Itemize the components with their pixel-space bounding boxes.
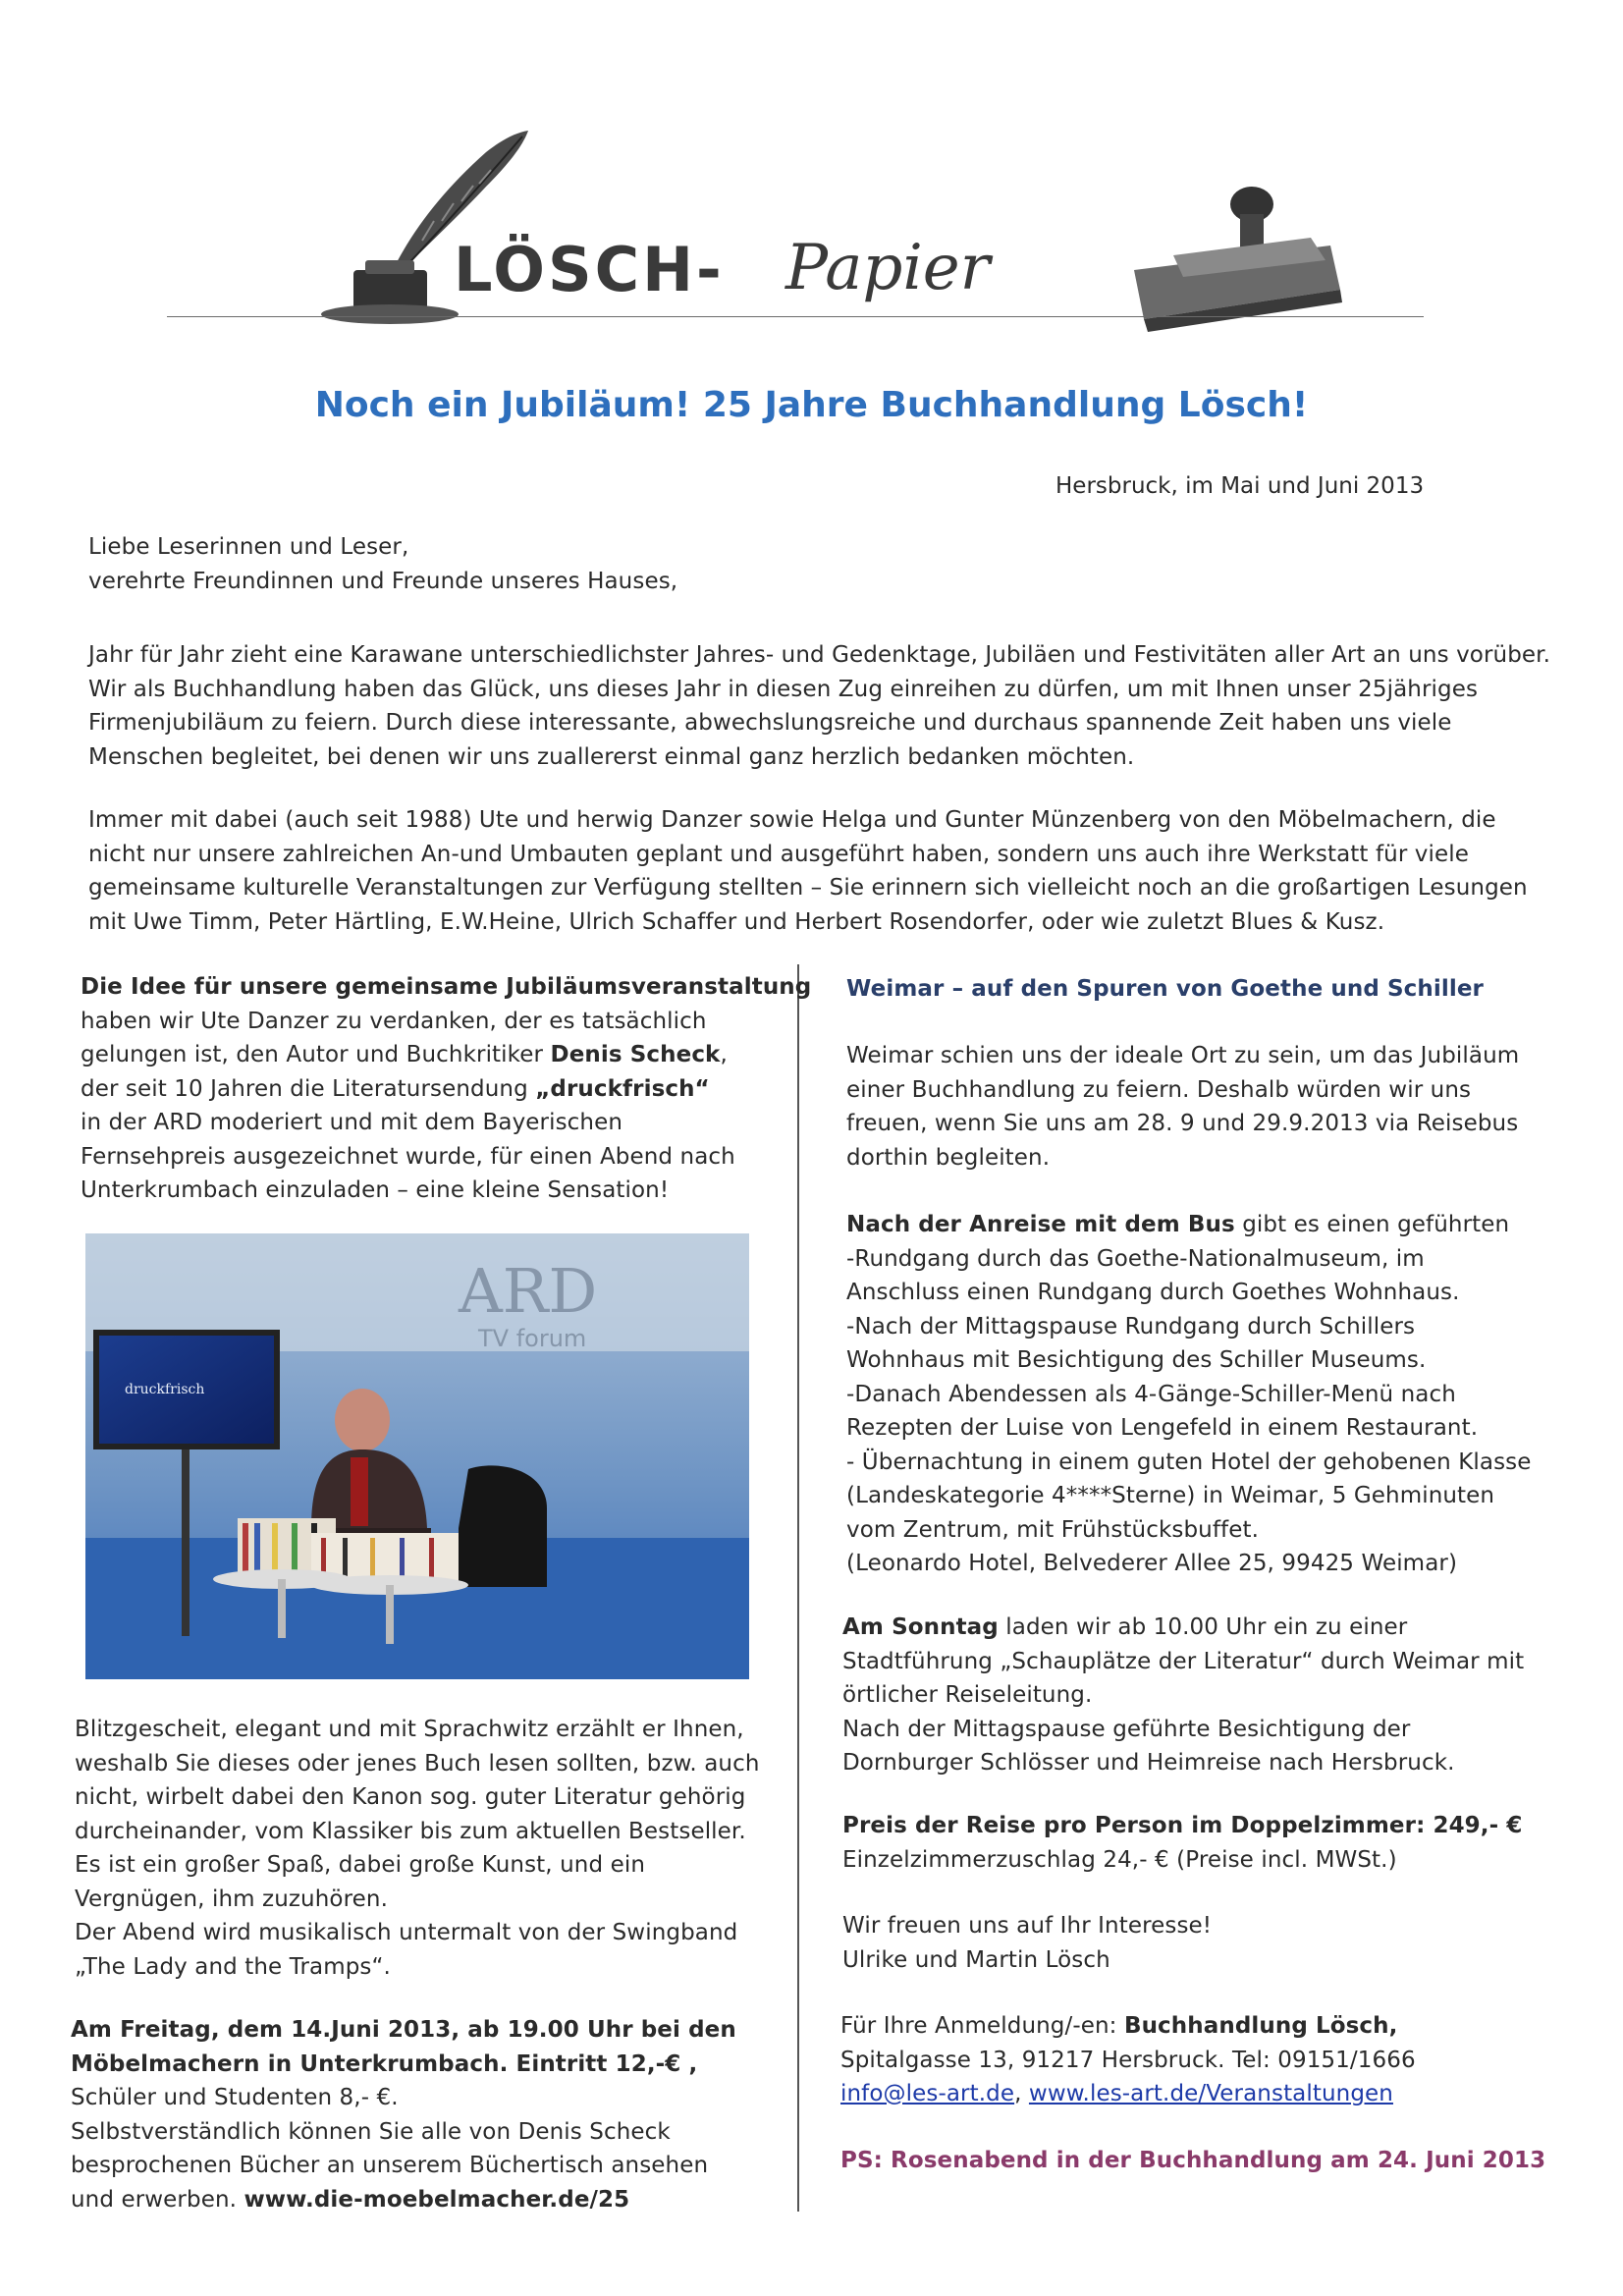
weimar-heading: Weimar – auf den Spuren von Goethe und Schiller xyxy=(846,976,1484,1002)
intro-paragraph-2: Immer mit dabei (auch seit 1988) Ute und herwig Danzer sowie Helga und Gunter Münzenberg von den Möbelmachern, die nicht nur unsere zahlreichen An-und Umbauten geplant und ausgeführt haben, sondern uns auch ihre Werkstatt für viele gemeinsame kulturelle Veranstaltungen zur Verfügung stellten – Sie erinnern sich vielleicht noch an die großartigen Lesungen mit Uwe Timm, Peter Härtling, E.W.Heine, Ulrich Schaffer und Herbert Rosendorfer, oder wie zuletzt Blues & Kusz. xyxy=(88,807,1528,935)
weimar-price: Preis der Reise pro Person im Doppelzimmer: 249,- € Einzelzimmerzuschlag 24,- € (Preise incl. MWSt.) xyxy=(842,1813,1523,1873)
moebelmacher-website[interactable]: www.die-moebelmacher.de/25 xyxy=(243,2186,630,2213)
logo-script-text: Papier xyxy=(785,232,991,304)
logo-text: LÖSCH- xyxy=(454,234,725,305)
photo-wall-text: ARD xyxy=(459,1255,598,1327)
scheck-description: Blitzgescheit, elegant und mit Sprachwitz erzählt er Ihnen, weshalb Sie dieses oder jenes Buch lesen sollten, bzw. auch nicht, wirbelt dabei den Kanon sog. guter Literatur gehörig durcheinander, vom Klassiker bis zum aktuellen Bestseller. Es ist ein großer Spaß, dabei große Kunst, und ein Vergnügen, ihm zuzuhören. Der Abend wird musikalisch untermalt von der Swingband „The Lady and the Tramps“. xyxy=(75,1717,760,1980)
website-link[interactable]: www.les-art.de/Veranstaltungen xyxy=(1028,2081,1393,2106)
weimar-section xyxy=(846,972,1484,1007)
closing: Wir freuen uns auf Ihr Interesse! Ulrike und Martin Lösch xyxy=(842,1913,1213,1973)
contact: Für Ihre Anmeldung/-en: Buchhandlung Lösch, Spitalgasse 13, 91217 Hersbruck. Tel: 09151/1666 info@les-art.de, www.les-art.de/Veranstaltungen xyxy=(840,2013,1416,2106)
greeting: Liebe Leserinnen und Leser, verehrte Freundinnen und Freunde unseres Hauses, xyxy=(88,534,678,594)
weimar-program: Nach der Anreise mit dem Bus gibt es einen geführten -Rundgang durch das Goethe-Nationalmuseum, im Anschluss einen Rundgang durch Goethes Wohnhaus. -Nach der Mittagspause Rundgang durch Schillers Wohnhaus mit Besichtigung des Schiller Museums. -Danach Abendessen als 4-Gänge-Schiller-Menü nach Rezepten der Luise von Lengefeld in einem Restaurant. - Übernachtung in einem guten Hotel der gehobenen Klasse (Landeskategorie 4****Sterne) in Weimar, 5 Gehminuten vom Zentrum, mit Frühstücksbuffet. (Leonardo Hotel, Belvederer Allee 25, 99425 Weimar) xyxy=(846,1212,1532,1576)
dateline: Hersbruck, im Mai und Juni 2013 xyxy=(1055,473,1425,499)
weimar-sunday: Am Sonntag laden wir ab 10.00 Uhr ein zu einer Stadtführung „Schauplätze der Literatur“ durch Weimar mit örtlicher Reiseleitung. Nach der Mittagspause geführte Besichtigung der Dornburger Schlösser und Heimreise nach Hersbruck. xyxy=(842,1614,1525,1776)
logo xyxy=(0,0,1623,334)
idea-paragraph: Die Idee für unsere gemeinsame Jubiläumsveranstaltung haben wir Ute Danzer zu verdanken, der es tatsächlich gelungen ist, den Autor und Buchkritiker Denis Scheck, der seit 10 Jahren die Literatursendung „druckfrisch“ in der ARD moderiert und mit dem Bayerischen Fernsehpreis ausgezeichnet wurde, für einen Abend nach Unterkrumbach einzuladen – eine kleine Sensation! xyxy=(81,974,812,1203)
weimar-intro: Weimar schien uns der ideale Ort zu sein, um das Jubiläum einer Buchhandlung zu feiern. Deshalb würden wir uns freuen, wenn Sie uns am 28. 9 und 29.9.2013 via Reisebus dorthin begleiten. xyxy=(846,1043,1520,1171)
email-link[interactable]: info@les-art.de xyxy=(840,2081,1015,2106)
headline: Noch ein Jubiläum! 25 Jahre Buchhandlung Lösch! xyxy=(314,385,1309,425)
ps-note: PS: Rosenabend in der Buchhandlung am 24. Juni 2013 xyxy=(840,2148,1546,2173)
photo-screen-text: druckfrisch xyxy=(125,1382,205,1397)
intro-paragraph-1: Jahr für Jahr zieht eine Karawane unterschiedlichster Jahres- und Gedenktage, Jubiläen und Festivitäten aller Art an uns vorüber. Wir als Buchhandlung haben das Glück, uns dieses Jahr in diesen Zug einreihen zu dürfen, um mit Ihnen unser 25jähriges Firmenjubiläum zu feiern. Durch diese interessante, abwechslungsreiche und durchaus spannende Zeit haben uns viele Menschen begleitet, bei denen wir uns zuallererst einmal ganz herzlich bedanken möchten. xyxy=(88,642,1550,770)
rubber-stamp-icon xyxy=(1114,177,1350,334)
logo-rule xyxy=(167,316,1424,317)
event-details: Am Freitag, dem 14.Juni 2013, ab 19.00 Uhr bei den Möbelmachern in Unterkrumbach. Eintritt 12,-€ , Schüler und Studenten 8,- €. Selbstverständlich können Sie alle von Denis Scheck besprochenen Bücher an unserem Büchertisch ansehen und erwerben. www.die-moebelmacher.de/25 xyxy=(71,2017,736,2213)
event-photo xyxy=(85,1233,749,1679)
photo-wall-subtext: TV forum xyxy=(478,1325,587,1352)
